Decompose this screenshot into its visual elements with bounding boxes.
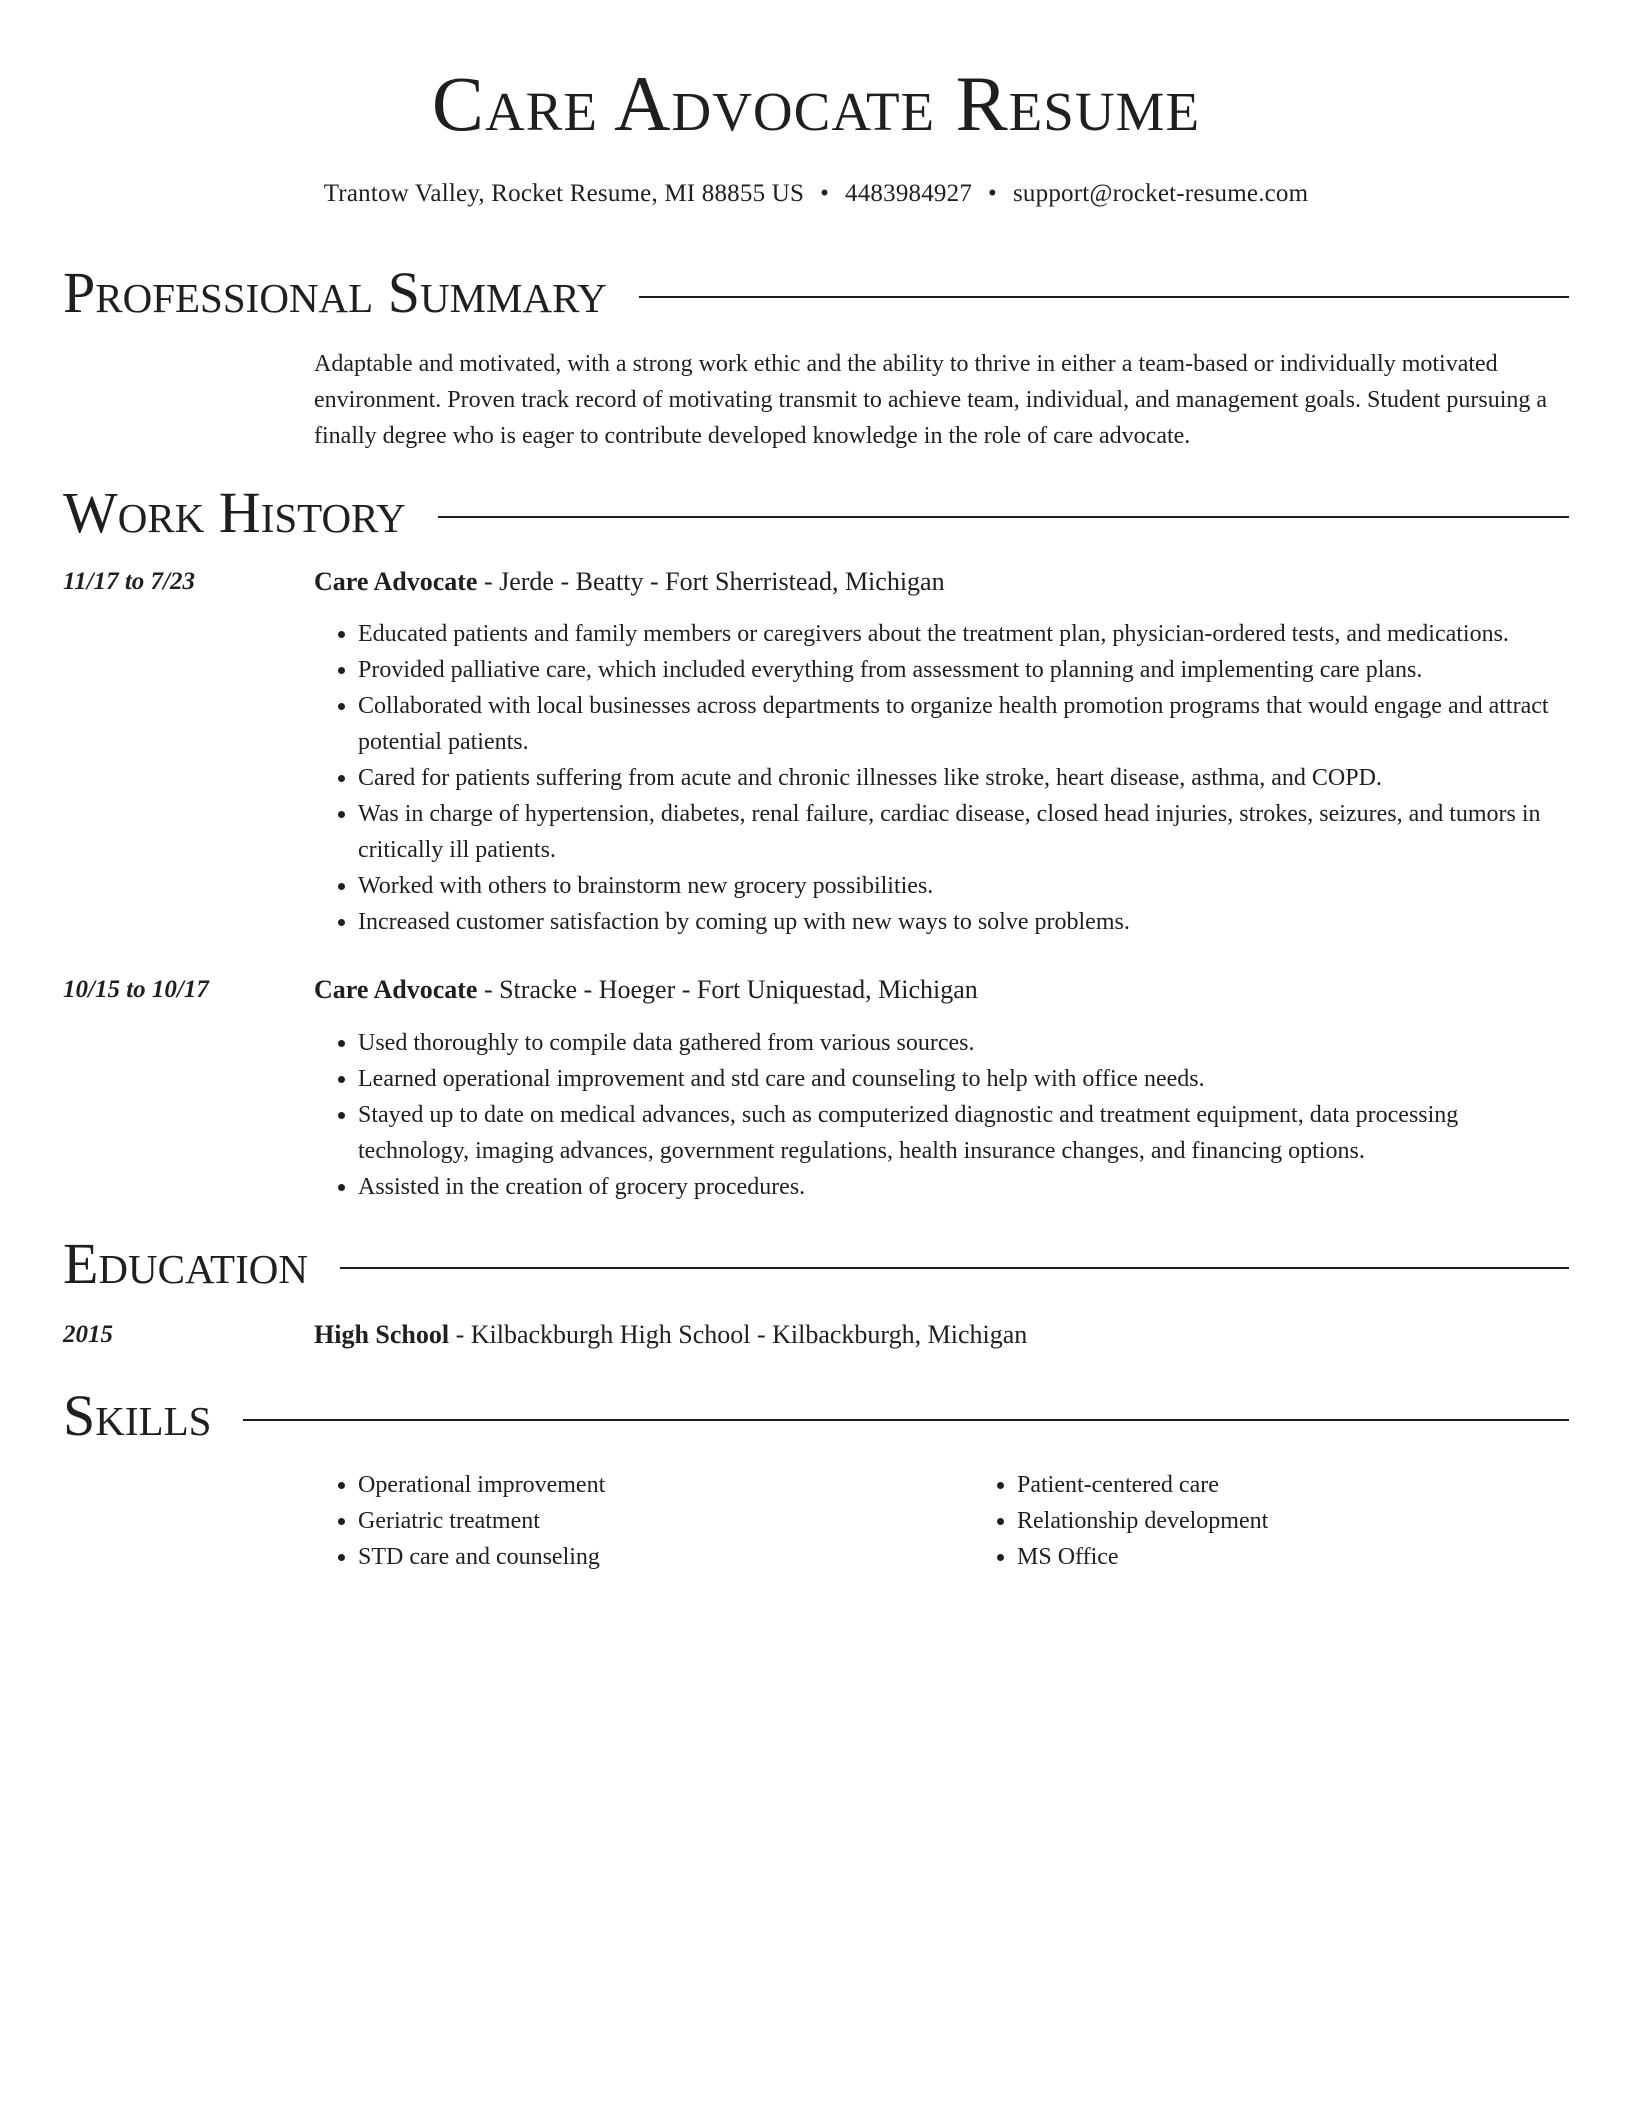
page-title: Care Advocate Resume <box>431 60 1201 147</box>
skill-item: • Relationship development <box>1017 1503 1632 1539</box>
contact-separator: • <box>820 180 830 207</box>
education-degree: High School <box>314 1320 450 1349</box>
job-bullet: • Learned operational improvement and std care and counseling to help with office needs. <box>358 1061 1569 1097</box>
section-divider <box>438 516 1569 518</box>
job-bullet: • Educated patients and family members or caregivers about the treatment plan, physician-ordered tests, and medications. <box>358 616 1569 652</box>
summary-heading: Professional Summary <box>63 260 607 325</box>
skills-columns <box>314 1467 1632 1575</box>
education-entry <box>63 1317 1569 1353</box>
job-entry <box>63 564 1569 940</box>
job-details: - Jerde - Beatty - Fort Sherristead, Michigan <box>477 567 945 596</box>
work-history-section-header <box>63 478 1569 548</box>
education-section-header <box>63 1229 1569 1299</box>
skills-section-header <box>63 1381 1569 1451</box>
job-title: Care Advocate <box>314 567 478 596</box>
skills-list-column-2 <box>973 1467 1632 1575</box>
education-year: 2015 <box>63 1321 113 1348</box>
education-details: - Kilbackburgh High School - Kilbackburgh, Michigan <box>449 1320 1028 1349</box>
job-bullet: • Cared for patients suffering from acute and chronic illnesses like stroke, heart disease, asthma, and COPD. <box>358 760 1569 796</box>
summary-text: Adaptable and motivated, with a strong work ethic and the ability to thrive in either a team-based or individually motivated environment. Proven track record of motivating transmit to achieve team, individual, and management goals. Student pursuing a finally degree who is eager to contribute developed knowledge in the role of care advocate. <box>314 351 1548 449</box>
education-heading-line <box>314 1317 1569 1353</box>
skills-list-column-1 <box>314 1467 973 1575</box>
skill-item: • MS Office <box>1017 1539 1632 1575</box>
summary-row <box>63 328 1569 454</box>
skill-item: • Geriatric treatment <box>358 1503 973 1539</box>
work-history-heading: Work History <box>63 480 406 545</box>
summary-left-spacer <box>63 328 314 454</box>
contact-phone: 4483984927 <box>845 180 973 207</box>
section-divider <box>243 1419 1569 1421</box>
contact-address: Trantow Valley, Rocket Resume, MI 88855 US <box>323 180 805 207</box>
skill-item: • Operational improvement <box>358 1467 973 1503</box>
job-bullet: • Collaborated with local businesses across departments to organize health promotion programs that would engage and attract potential patients. <box>358 688 1569 760</box>
job-bullet: • Used thoroughly to compile data gathered from various sources. <box>358 1025 1569 1061</box>
section-divider <box>639 296 1569 298</box>
contact-email: support@rocket-resume.com <box>1012 180 1309 207</box>
skills-left-spacer <box>63 1467 314 1575</box>
job-bullet: • Worked with others to brainstorm new grocery possibilities. <box>358 868 1569 904</box>
job-bullet: • Provided palliative care, which included everything from assessment to planning and implementing care plans. <box>358 652 1569 688</box>
skills-row <box>63 1467 1569 1575</box>
job-bullet: • Was in charge of hypertension, diabetes, renal failure, cardiac disease, closed head injuries, strokes, seizures, and tumors in critically ill patients. <box>358 796 1569 868</box>
skill-item: • Patient-centered care <box>1017 1467 1632 1503</box>
job-heading <box>314 564 1569 600</box>
job-heading <box>314 972 1569 1008</box>
contact-separator: • <box>988 180 997 207</box>
job-bullet-list <box>314 616 1569 940</box>
education-heading: Education <box>63 1231 308 1296</box>
job-bullet-list <box>314 1025 1569 1205</box>
job-details: - Stracke - Hoeger - Fort Uniquestad, Michigan <box>477 975 978 1004</box>
skills-heading: Skills <box>63 1383 212 1448</box>
job-bullet: • Increased customer satisfaction by coming up with new ways to solve problems. <box>358 904 1569 940</box>
job-bullet: • Stayed up to date on medical advances, such as computerized diagnostic and treatment equipment, data processing technology, imaging advances, government regulations, health insurance changes, and financing options. <box>358 1097 1569 1169</box>
job-dates: 11/17 to 7/23 <box>63 568 195 595</box>
job-bullet: • Assisted in the creation of grocery procedures. <box>358 1169 1569 1205</box>
job-entry <box>63 972 1569 1205</box>
job-title: Care Advocate <box>314 975 478 1004</box>
section-divider <box>340 1267 1569 1269</box>
job-dates: 10/15 to 10/17 <box>63 976 209 1003</box>
skill-item: • STD care and counseling <box>358 1539 973 1575</box>
summary-section-header <box>63 258 1569 328</box>
contact-info <box>63 178 1569 210</box>
